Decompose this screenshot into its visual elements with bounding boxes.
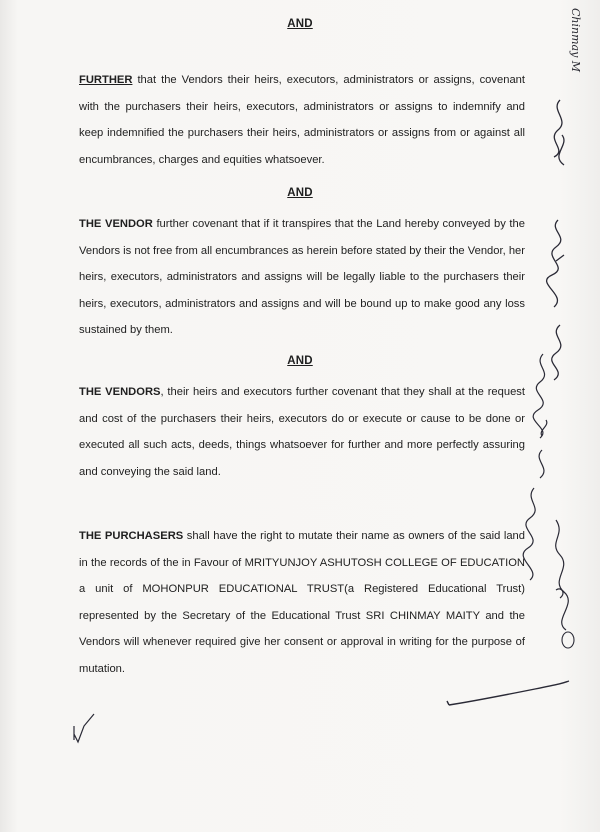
margin-signature-scribble-1 — [540, 95, 580, 385]
heading-and-2: AND — [287, 187, 313, 199]
paragraph-vendors-lead: THE VENDORS — [79, 386, 161, 398]
paragraph-further-lead: FURTHER — [79, 74, 133, 86]
paragraph-purchasers-lead: THE PURCHASERS — [79, 530, 184, 542]
paragraph-further — [79, 67, 525, 173]
heading-and-1: AND — [287, 18, 313, 30]
paragraph-vendor-text: further covenant that if it transpires that the Land hereby conveyed by the Vendors is not free from all encumbrances as herein before stated by their the Vendor, her heirs, executors, administrators and assigns will be legally liable to the purchasers their heirs, executors, administrators and assigns and will be bound up to make good any loss sustained by them. — [79, 218, 525, 336]
paragraph-vendor-lead: THE VENDOR — [79, 218, 153, 230]
margin-signature-text: Chinmay M — [569, 8, 582, 73]
heading-and-3: AND — [287, 355, 313, 367]
paragraph-purchasers — [79, 523, 525, 682]
paragraph-purchasers-text: shall have the right to mutate their name as owners of the said land in the records of the in Favour of MRITYUNJOY ASHUTOSH COLLEGE OF EDUCATION a unit of MOHONPUR EDUCATIONAL TRUST(a Registered Educational Trust) represented by the Secretary of the Educational Trust SRI CHINMAY MAITY and the Vendors will whenever required give her consent or approval in writing for the purpose of mutation. — [79, 530, 525, 675]
paragraph-vendors — [79, 379, 525, 485]
margin-signature-scribble-3 — [520, 480, 580, 670]
paragraph-vendors-text: , their heirs and executors further covenant that they shall at the request and cost of the purchasers their heirs, executors do or execute or cause to be done or executed all such acts, deeds, things whatsoever for further and more perfectly assuring and conveying the said land. — [79, 386, 526, 478]
initial-mark — [70, 712, 100, 746]
paragraph-further-text: that the Vendors their heirs, executors, administrators or assigns, covenant with the purchasers their heirs, executors, administrators or assigns to indemnify and keep indemnified the purchasers their heirs, administrators or assigns from or against all encumbrances, charges and equities whatsoever. — [79, 74, 525, 166]
paragraph-vendor — [79, 211, 525, 344]
margin-signature-scribble-2 — [528, 350, 558, 490]
signature-flourish — [445, 675, 575, 715]
